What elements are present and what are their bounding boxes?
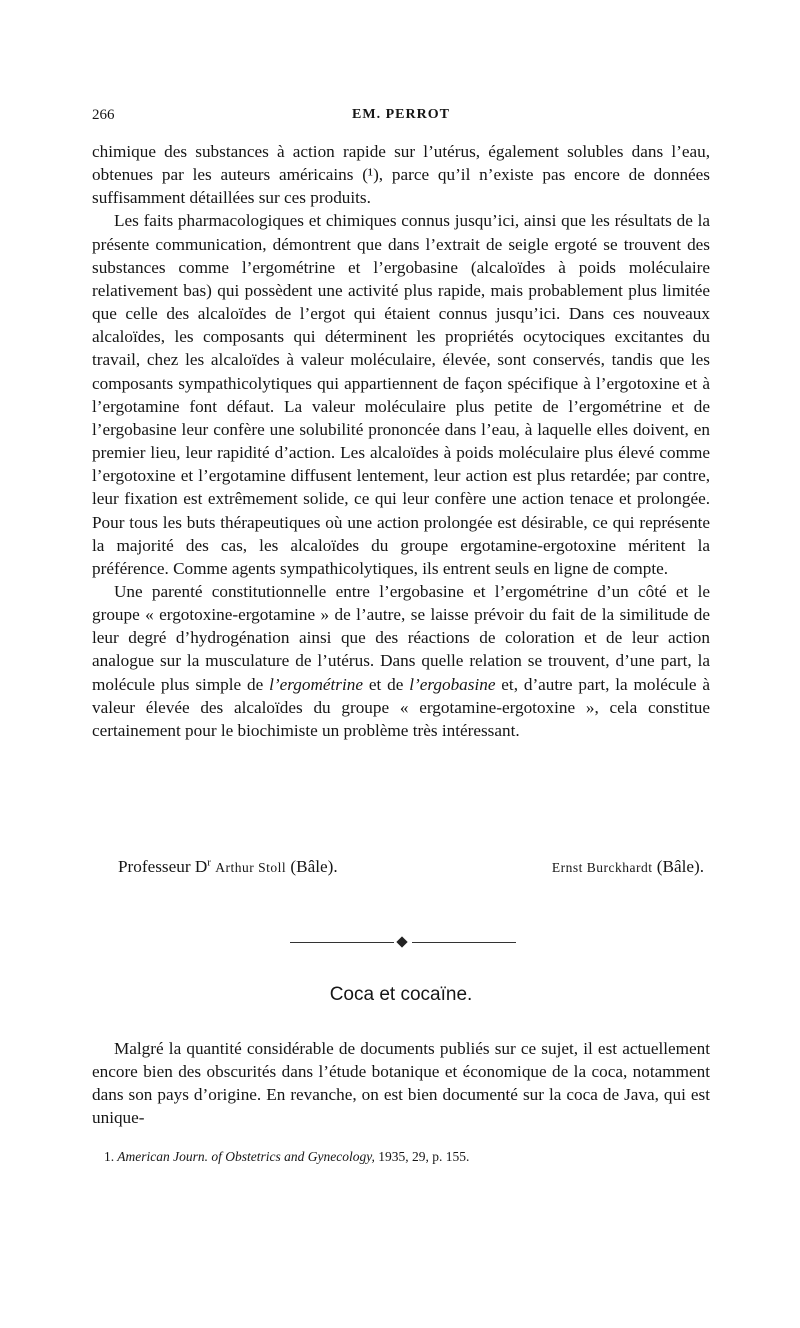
signature-place-stoll: (Bâle). <box>286 857 338 876</box>
section-divider <box>290 937 516 949</box>
paragraph-1: chimique des substances à action rapide sur l’utérus, également solubles dans l’eau, obtenues par les auteurs américains (¹), parce qu’il n’existe pas encore de données suffisamment détaillées sur ces produits. <box>92 142 710 208</box>
paragraph-3-start: Une parenté constitutionnelle entre l’ergobasine et l’ergométrine d’un côté et le groupe « ergotoxine-ergotamine » de l’autre, se laisse prévoir du fait de la similitude de leur degré d’hydrogénation ainsi que des réactions de coloration et de leur action analogue sur la musculature de l’utérus. Dans quelle relation se trouvent, d’une part, la molécule plus simple de <box>92 581 710 694</box>
diamond-ornament-icon <box>396 936 407 947</box>
section-paragraph: Malgré la quantité considérable de documents publiés sur ce sujet, il est actuellement encore bien des obscurités dans l’étude botanique et économique de la coca, notamment dans son pays d’origine. En revanche, on est bien documenté sur la coca de Java, qui est unique- <box>92 1039 710 1128</box>
footnote <box>104 1149 710 1165</box>
signature-name-stoll: Arthur Stoll <box>215 860 287 875</box>
footnote-number: 1. <box>104 1149 115 1164</box>
signature-title: Professeur D <box>118 857 208 876</box>
article-body <box>92 140 710 742</box>
paragraph-3 <box>92 580 710 742</box>
paragraph-3-end: et, d’autre part, la molécule à valeur élevée des alcaloïdes du groupe « ergotamine-ergotoxine », cela constitue certainement pour le biochimiste un problème très intéressant. <box>92 674 710 740</box>
section-title: Coca et cocaïne. <box>329 984 473 1005</box>
running-head <box>92 107 710 127</box>
header-author: EM. PERROT <box>352 107 450 122</box>
section-body <box>92 1037 710 1130</box>
paragraph-3-mid: et de <box>363 674 410 694</box>
signature-title-sup: r <box>207 856 211 869</box>
footnote-journal: American Journ. of Obstetrics and Gynecology, <box>117 1149 375 1164</box>
term-ergometrine: l’ergométrine <box>269 674 363 694</box>
divider-line-left <box>290 942 394 943</box>
footnote-details: 1935, 29, p. 155. <box>374 1149 470 1164</box>
signature-name-burckhardt: Ernst Burckhardt <box>551 860 653 875</box>
divider-line-right <box>412 942 516 943</box>
term-ergobasine: l’ergobasine <box>409 674 496 694</box>
signature-place-burckhardt: (Bâle). <box>652 857 704 876</box>
signature-burckhardt <box>552 857 704 877</box>
signature-stoll <box>118 857 338 877</box>
paragraph-2: Les faits pharmacologiques et chimiques connus jusqu’ici, ainsi que les résultats de la présente communication, démontrent que dans l’extrait de seigle ergoté se trouvent des substances comme l’ergométrine et l’ergobasine (alcaloïdes à poids moléculaire relativement bas) qui possèdent une activité plus rapide, mais probablement plus limitée que celle des alcaloïdes de l’ergot qui étaient connus jusqu’ici. Dans ces nouveaux alcaloïdes, les composants qui déterminent les propriétés ocytociques excitantes du travail, chez les alcaloïdes à valeur moléculaire, élevée, sont conservés, tandis que les composants sympathicolytiques qui appartiennent de façon spécifique à l’ergotoxine et à l’ergotamine font défaut. La valeur moléculaire plus petite de l’ergométrine et de l’ergobasine leur confère une solubilité prononcée dans l’eau, à laquelle elles doivent, en premier lieu, leur rapidité d’action. Les alcaloïdes à poids moléculaire plus élevé comme l’ergotoxine et l’ergotamine diffusent lentement, leur action est plus retardée; par contre, leur fixation est extrêmement solide, ce qui leur confère une action tenace et prolongée. Pour tous les buts thérapeutiques où une action prolongée est désirable, ce qui représente la majorité des cas, les alcaloïdes du groupe ergotamine-ergotoxine méritent la préférence. Comme agents sympathicolytiques, ils entrent seuls en ligne de compte. <box>92 211 710 578</box>
page-number: 266 <box>92 107 115 123</box>
